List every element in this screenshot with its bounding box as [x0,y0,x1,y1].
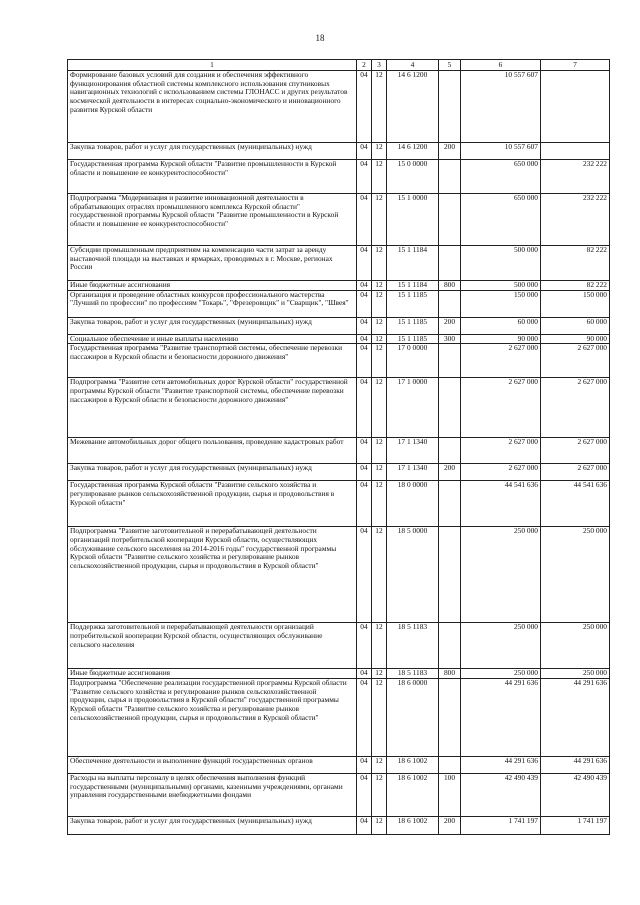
row-section: 04 [357,143,372,160]
row-expense-type [439,527,461,623]
table-row [68,317,610,334]
column-header: 2 [357,60,372,71]
table-row [68,481,610,527]
budget-table [67,59,610,835]
row-amount-year2: 60 000 [541,317,610,334]
row-target-code: 17 1 0000 [387,378,439,438]
row-amount-year1: 10 557 607 [461,71,541,143]
row-expense-type: 200 [439,317,461,334]
row-subsection: 12 [372,378,387,438]
row-subsection: 12 [372,334,387,344]
row-amount-year1: 2 627 000 [461,344,541,378]
row-section: 04 [357,678,372,756]
row-expense-type [439,246,461,281]
column-header: 4 [387,60,439,71]
row-amount-year1: 650 000 [461,160,541,194]
row-expense-type [439,378,461,438]
row-expense-type: 800 [439,281,461,291]
row-amount-year2: 44 291 636 [541,678,610,756]
row-subsection: 12 [372,527,387,623]
table-row [68,160,610,194]
row-expense-type [439,194,461,246]
table-row [68,464,610,481]
row-section: 04 [357,623,372,669]
row-expense-type [439,71,461,143]
row-section: 04 [357,334,372,344]
table-row [68,194,610,246]
row-subsection: 12 [372,317,387,334]
row-subsection: 12 [372,281,387,291]
table-row [68,527,610,623]
row-section: 04 [357,317,372,334]
row-amount-year2: 150 000 [541,290,610,317]
row-amount-year1: 2 627 000 [461,378,541,438]
row-amount-year2: 82 222 [541,246,610,281]
column-header: 5 [439,60,461,71]
row-target-code: 17 1 1340 [387,438,439,464]
row-amount-year2: 2 627 000 [541,344,610,378]
row-section: 04 [357,481,372,527]
row-description: Государственная программа Курской области "Развитие сельского хозяйства и регулирование рынков сельскохозяйственной продукции, сырья и продовольствия в Курской области" [68,481,357,527]
row-section: 04 [357,773,372,816]
row-expense-type [439,290,461,317]
row-target-code: 18 5 1183 [387,623,439,669]
row-subsection: 12 [372,160,387,194]
row-target-code: 18 6 1002 [387,773,439,816]
row-target-code: 17 0 0000 [387,344,439,378]
table-row [68,678,610,756]
row-description: Субсидии промышленным предприятиям на компенсацию части затрат за аренду выставочной площади на выставках и ярмарках, проводимых в г. Москве, регионах России [68,246,357,281]
row-description: Подпрограмма "Обеспечение реализации государственной программы Курской области "Развитие сельского хозяйства и регулирование рынков сельскохозяйственной продукции, сырья и продовольствия в Курской области" государственной программы Курской области "Развитие сельского хозяйства и регулирование рынков сельскохозяйственной продукции, сырья и продовольствия в Курской области" [68,678,357,756]
row-expense-type [439,678,461,756]
row-amount-year2: 82 222 [541,281,610,291]
table-row [68,773,610,816]
row-target-code: 15 1 1185 [387,334,439,344]
row-subsection: 12 [372,290,387,317]
row-amount-year2: 2 627 000 [541,438,610,464]
row-amount-year2: 44 291 636 [541,756,610,773]
row-expense-type [439,160,461,194]
row-amount-year2: 250 000 [541,527,610,623]
row-subsection: 12 [372,464,387,481]
row-amount-year1: 150 000 [461,290,541,317]
row-section: 04 [357,816,372,834]
column-header: 3 [372,60,387,71]
row-subsection: 12 [372,773,387,816]
row-section: 04 [357,669,372,679]
row-expense-type: 200 [439,464,461,481]
row-target-code: 18 0 0000 [387,481,439,527]
row-subsection: 12 [372,623,387,669]
row-expense-type [439,623,461,669]
row-amount-year2: 90 000 [541,334,610,344]
row-expense-type [439,344,461,378]
row-description: Организация и проведение областных конкурсов профессионального мастерства "Лучший по профессии" по профессиям "Токарь", "Фрезеровщик" и "Сварщик", "Швея" [68,290,357,317]
row-description: Межевание автомобильных дорог общего пользования, проведение кадастровых работ [68,438,357,464]
row-expense-type: 100 [439,773,461,816]
row-target-code: 15 1 1184 [387,246,439,281]
row-subsection: 12 [372,816,387,834]
row-description: Подпрограмма "Развитие сети автомобильных дорог Курской области" государственной программы Курской области "Развитие транспортной системы, обеспечение перевозки пассажиров в Курской области и безопасности дорожного движения" [68,378,357,438]
row-target-code: 15 0 0000 [387,160,439,194]
row-description: Подпрограмма "Модернизация и развитие инновационной деятельности в обрабатывающих отраслях промышленного комплекса Курской области" государственной программы Курской области "Развитие промышленности в Курской области и повышение ее конкурентоспособности" [68,194,357,246]
row-section: 04 [357,71,372,143]
row-amount-year2: 1 741 197 [541,816,610,834]
table-row [68,71,610,143]
column-header: 7 [541,60,610,71]
row-amount-year2: 2 627 000 [541,378,610,438]
row-target-code: 18 6 1002 [387,756,439,773]
row-amount-year1: 1 741 197 [461,816,541,834]
row-description: Закупка товаров, работ и услуг для государственных (муниципальных) нужд [68,464,357,481]
row-amount-year1: 500 000 [461,281,541,291]
row-target-code: 18 6 0000 [387,678,439,756]
row-target-code: 18 6 1002 [387,816,439,834]
row-subsection: 12 [372,344,387,378]
row-amount-year2: 250 000 [541,669,610,679]
row-target-code: 14 6 1200 [387,143,439,160]
row-description: Закупка товаров, работ и услуг для государственных (муниципальных) нужд [68,317,357,334]
row-expense-type [439,756,461,773]
row-subsection: 12 [372,481,387,527]
table-row [68,334,610,344]
row-amount-year1: 90 000 [461,334,541,344]
table-row [68,438,610,464]
row-amount-year1: 250 000 [461,527,541,623]
row-target-code: 15 1 1184 [387,281,439,291]
row-subsection: 12 [372,71,387,143]
row-section: 04 [357,378,372,438]
row-expense-type [439,438,461,464]
row-amount-year2: 250 000 [541,623,610,669]
row-target-code: 15 1 1185 [387,317,439,334]
row-description: Подпрограмма "Развитие заготовительной и перерабатывающей деятельности организаций потребительской кооперации Курской области, осуществляющих обслуживание сельского населения на 2014-2016 годы" государственной программы Курской области "Развитие сельского хозяйства и регулирование рынков сельскохозяйственной продукции, сырья и продовольствия в Курской области" [68,527,357,623]
row-amount-year1: 2 627 000 [461,464,541,481]
column-header: 1 [68,60,357,71]
row-section: 04 [357,344,372,378]
row-amount-year2: 44 541 636 [541,481,610,527]
table-row [68,669,610,679]
table-row [68,344,610,378]
row-subsection: 12 [372,438,387,464]
table-row [68,816,610,834]
row-description: Государственная программа Курской области "Развитие промышленности в Курской области и повышение ее конкурентоспособности" [68,160,357,194]
row-section: 04 [357,438,372,464]
row-target-code: 17 1 1340 [387,464,439,481]
row-amount-year1: 500 000 [461,246,541,281]
table-row [68,143,610,160]
row-subsection: 12 [372,669,387,679]
table-header-row [68,60,610,71]
row-expense-type: 200 [439,816,461,834]
row-subsection: 12 [372,246,387,281]
page-number: 18 [315,33,325,43]
row-description: Формирование базовых условий для создания и обеспечения эффективного функционирования областной системы комплексного использования спутниковых навигационных технологий с использованием системы ГЛОНАСС и других результатов космической деятельности в интересах социально-экономического и инновационного развития Курской области [68,71,357,143]
row-amount-year1: 44 291 636 [461,678,541,756]
row-expense-type [439,481,461,527]
row-amount-year1: 60 000 [461,317,541,334]
row-description: Иные бюджетные ассигнования [68,669,357,679]
row-subsection: 12 [372,756,387,773]
row-target-code: 15 1 1185 [387,290,439,317]
row-amount-year2: 2 627 000 [541,464,610,481]
row-section: 04 [357,756,372,773]
table-row [68,756,610,773]
row-description: Социальное обеспечение и иные выплаты населению [68,334,357,344]
row-subsection: 12 [372,678,387,756]
row-section: 04 [357,527,372,623]
row-amount-year2: 232 222 [541,160,610,194]
table-row [68,378,610,438]
row-description: Закупка товаров, работ и услуг для государственных (муниципальных) нужд [68,816,357,834]
row-amount-year1: 44 541 636 [461,481,541,527]
row-amount-year1: 250 000 [461,623,541,669]
table-row [68,623,610,669]
row-section: 04 [357,194,372,246]
column-header: 6 [461,60,541,71]
row-subsection: 12 [372,143,387,160]
table-row [68,290,610,317]
row-amount-year2 [541,143,610,160]
row-section: 04 [357,281,372,291]
row-target-code: 15 1 0000 [387,194,439,246]
row-target-code: 18 5 0000 [387,527,439,623]
row-amount-year1: 650 000 [461,194,541,246]
row-description: Расходы на выплаты персоналу в целях обеспечения выполнения функций государственными (муниципальными) органами, казенными учреждениями, органами управления государственными внебюджетными фондами [68,773,357,816]
row-amount-year1: 42 490 439 [461,773,541,816]
row-amount-year1: 10 557 607 [461,143,541,160]
row-amount-year2: 232 222 [541,194,610,246]
row-section: 04 [357,246,372,281]
row-amount-year2: 42 490 439 [541,773,610,816]
row-description: Обеспечение деятельности и выполнение функций государственных органов [68,756,357,773]
row-target-code: 18 5 1183 [387,669,439,679]
row-description: Иные бюджетные ассигнования [68,281,357,291]
row-amount-year1: 250 000 [461,669,541,679]
row-section: 04 [357,464,372,481]
row-description: Поддержка заготовительной и перерабатывающей деятельности организаций потребительской кооперации Курской области, осуществляющих обслуживание сельского населения [68,623,357,669]
row-section: 04 [357,160,372,194]
row-section: 04 [357,290,372,317]
row-description: Закупка товаров, работ и услуг для государственных (муниципальных) нужд [68,143,357,160]
row-expense-type: 300 [439,334,461,344]
row-amount-year1: 44 291 636 [461,756,541,773]
row-subsection: 12 [372,194,387,246]
row-description: Государственная программа "Развитие транспортной системы, обеспечение перевозки пассажиров в Курской области и безопасности дорожного движения" [68,344,357,378]
table-row [68,281,610,291]
row-expense-type: 200 [439,143,461,160]
row-target-code: 14 6 1200 [387,71,439,143]
row-amount-year1: 2 627 000 [461,438,541,464]
row-expense-type: 800 [439,669,461,679]
table-row [68,246,610,281]
row-amount-year2 [541,71,610,143]
